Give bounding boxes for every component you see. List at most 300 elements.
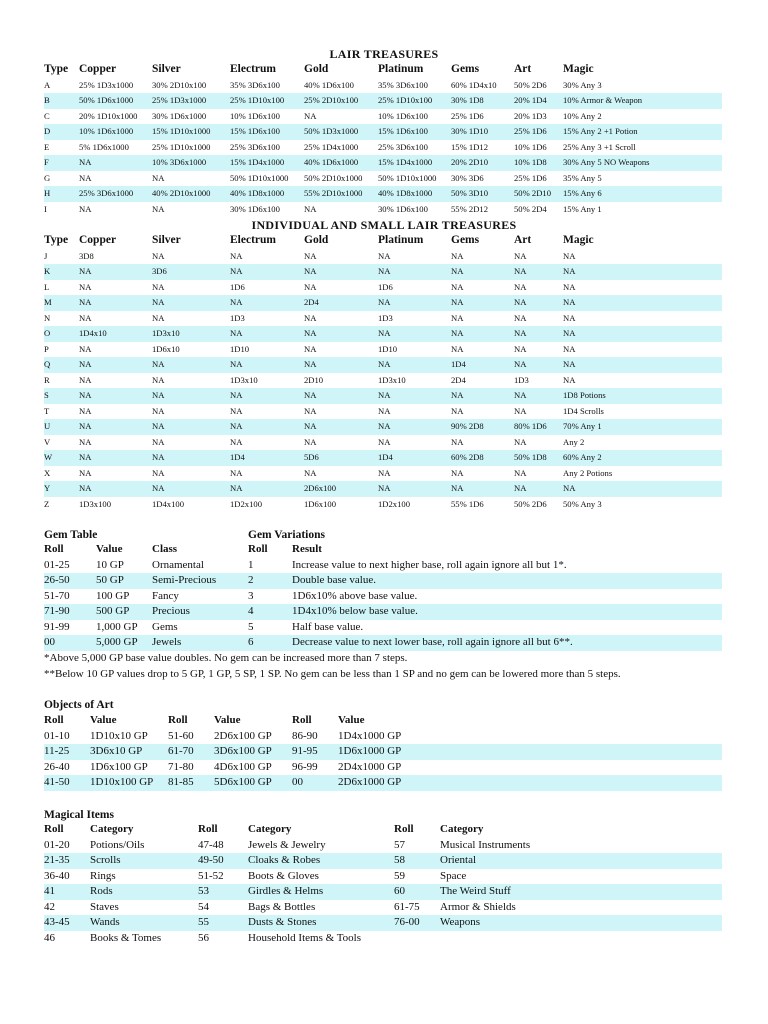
- table-cell: NA: [304, 421, 317, 431]
- table-cell: 60% Any 2: [563, 452, 602, 462]
- table-row: [44, 186, 722, 202]
- column-header: Art: [514, 234, 532, 246]
- table-cell: NA: [514, 359, 527, 369]
- table-cell: O: [44, 328, 51, 338]
- table-row: [44, 604, 722, 620]
- table-cell: NA: [230, 359, 243, 369]
- table-cell: 25% 1D4x1000: [304, 141, 359, 152]
- table-cell: NA: [451, 297, 464, 307]
- table-row: [44, 775, 722, 791]
- table-cell: 25% 3D6x1000: [79, 188, 134, 198]
- column-header: Gems: [451, 63, 480, 75]
- table-cell: 2D10: [304, 374, 324, 385]
- table-cell: NA: [378, 250, 391, 261]
- table-cell: 3: [248, 589, 254, 602]
- table-row: [44, 853, 722, 869]
- table-cell: NA: [304, 390, 317, 400]
- table-cell: NA: [563, 250, 576, 261]
- table-cell: Ornamental: [152, 558, 204, 571]
- table-cell: NA: [563, 312, 576, 323]
- table-cell: 2: [248, 574, 254, 586]
- column-header: Category: [90, 823, 134, 835]
- table-cell: G: [44, 172, 51, 183]
- gem-note-below: **Below 10 GP values drop to 5 GP, 1 GP, 5 SP, 1 SP. No gem can be less than 1 SP and no gem can be lowered more than 5 steps.: [44, 668, 621, 680]
- table-cell: 70% Any 1: [563, 421, 602, 431]
- table-cell: Boots & Gloves: [248, 869, 319, 882]
- table-cell: Potions/Oils: [90, 838, 145, 851]
- table-cell: 21-35: [44, 854, 70, 866]
- table-cell: 1D3x10: [378, 374, 406, 385]
- table-cell: 10% 1D6x1000: [79, 126, 134, 136]
- table-cell: 91-95: [292, 745, 318, 757]
- table-cell: NA: [304, 250, 317, 261]
- table-cell: 40% 1D8x1000: [378, 188, 433, 198]
- table-cell: Any 2 Potions: [563, 467, 613, 478]
- column-header: Value: [90, 714, 117, 726]
- table-cell: NA: [230, 421, 243, 431]
- table-cell: 25% 1D3x1000: [79, 79, 134, 90]
- table-cell: NA: [304, 281, 317, 292]
- table-cell: NA: [152, 359, 165, 369]
- table-cell: 55% 1D6: [451, 498, 484, 509]
- column-header: Category: [248, 823, 292, 835]
- table-cell: NA: [304, 343, 317, 354]
- table-row: [44, 915, 722, 931]
- column-header: Type: [44, 63, 69, 75]
- table-cell: 71-80: [168, 760, 194, 773]
- table-cell: 20% 1D4: [514, 95, 547, 105]
- table-cell: NA: [514, 297, 527, 307]
- table-row: [44, 497, 722, 513]
- table-row: [44, 311, 722, 327]
- table-cell: NA: [514, 328, 527, 338]
- table-cell: NA: [451, 343, 464, 354]
- table-cell: H: [44, 188, 51, 198]
- table-cell: NA: [378, 467, 391, 478]
- table-cell: 30% 1D6x100: [230, 203, 280, 214]
- table-cell: NA: [304, 110, 317, 121]
- table-cell: NA: [304, 312, 317, 323]
- column-header: Magic: [563, 63, 594, 75]
- table-cell: 1D10x100 GP: [90, 776, 154, 788]
- table-cell: 50% 2D6: [514, 79, 547, 90]
- table-cell: 42: [44, 900, 55, 913]
- table-cell: 30% Any 5 NO Weapons: [563, 157, 650, 167]
- table-cell: Gems: [152, 620, 178, 633]
- table-cell: 51-52: [198, 869, 224, 882]
- table-cell: 1D6x10% above base value.: [292, 589, 418, 602]
- table-cell: J: [44, 250, 48, 261]
- table-cell: 2D6x100: [304, 483, 336, 493]
- column-header: Type: [44, 234, 69, 246]
- table-row: [44, 450, 722, 466]
- table-cell: NA: [230, 436, 243, 447]
- column-header: Roll: [44, 714, 64, 726]
- table-cell: NA: [514, 467, 527, 478]
- table-cell: 100 GP: [96, 589, 130, 602]
- table-cell: NA: [563, 483, 576, 493]
- table-cell: NA: [378, 405, 391, 416]
- column-header: Copper: [79, 63, 117, 75]
- table-cell: 15% 1D6x100: [378, 126, 428, 136]
- table-cell: NA: [304, 203, 317, 214]
- table-row: [44, 124, 722, 140]
- column-header: Roll: [292, 714, 312, 726]
- table-cell: 25% 1D10x100: [230, 95, 285, 105]
- table-cell: NA: [152, 483, 165, 493]
- table-cell: 3D6x100 GP: [214, 745, 272, 757]
- table-cell: Space: [440, 869, 467, 882]
- table-cell: Semi-Precious: [152, 574, 217, 586]
- gem-table-title: Gem Table: [44, 529, 98, 541]
- table-cell: B: [44, 95, 50, 105]
- table-cell: NA: [378, 421, 391, 431]
- table-cell: 15% Any 6: [563, 188, 602, 198]
- table-cell: NA: [378, 266, 391, 276]
- table-row: [44, 404, 722, 420]
- table-cell: Oriental: [440, 854, 477, 866]
- column-header: Class: [152, 543, 178, 555]
- column-header: Result: [292, 543, 322, 555]
- table-cell: NA: [152, 405, 165, 416]
- table-cell: 50% 2D10x1000: [304, 172, 363, 183]
- header-row: [44, 713, 722, 729]
- table-cell: NA: [378, 483, 391, 493]
- column-header: Silver: [152, 234, 181, 246]
- table-cell: T: [44, 405, 50, 416]
- column-header: Roll: [394, 823, 414, 835]
- table-row: [44, 838, 722, 854]
- table-row: [44, 280, 722, 296]
- table-cell: NA: [79, 343, 92, 354]
- table-cell: 25% 1D10x1000: [152, 141, 211, 152]
- table-cell: NA: [230, 390, 243, 400]
- table-cell: Increase value to next higher base, roll again ignore all but 1*.: [292, 558, 567, 571]
- table-cell: NA: [514, 250, 527, 261]
- table-cell: NA: [152, 297, 165, 307]
- table-cell: NA: [79, 452, 92, 462]
- table-cell: 30% Any 3: [563, 79, 602, 90]
- table-cell: NA: [304, 328, 317, 338]
- table-cell: NA: [451, 266, 464, 276]
- table-cell: NA: [304, 359, 317, 369]
- table-cell: 1D4: [451, 359, 466, 369]
- lair-treasures-table: [44, 62, 722, 217]
- table-cell: 500 GP: [96, 605, 130, 617]
- table-cell: NA: [79, 436, 92, 447]
- table-cell: L: [44, 281, 50, 292]
- table-cell: 30% 1D8: [451, 95, 484, 105]
- table-cell: 59: [394, 869, 405, 882]
- table-cell: NA: [79, 390, 92, 400]
- table-cell: V: [44, 436, 51, 447]
- table-cell: 50% 3D10: [451, 188, 488, 198]
- table-row: [44, 140, 722, 156]
- column-header: Value: [338, 714, 365, 726]
- table-cell: 1D4: [378, 452, 393, 462]
- table-cell: 57: [394, 838, 405, 851]
- table-cell: NA: [79, 266, 92, 276]
- table-cell: 49-50: [198, 854, 224, 866]
- table-cell: NA: [79, 172, 92, 183]
- table-cell: NA: [79, 483, 92, 493]
- table-row: [44, 900, 722, 916]
- table-cell: 26-50: [44, 574, 70, 586]
- table-cell: P: [44, 343, 49, 354]
- table-cell: NA: [152, 312, 165, 323]
- table-cell: 1D6: [378, 281, 393, 292]
- table-cell: NA: [563, 374, 576, 385]
- column-header: Silver: [152, 63, 181, 75]
- table-cell: 81-85: [168, 776, 194, 788]
- table-cell: 1D3: [378, 312, 393, 323]
- table-cell: NA: [230, 405, 243, 416]
- table-cell: 1D10: [378, 343, 398, 354]
- table-cell: M: [44, 297, 52, 307]
- table-row: [44, 481, 722, 497]
- individual-treasures-title: INDIVIDUAL AND SMALL LAIR TREASURES: [251, 218, 517, 232]
- table-cell: F: [44, 157, 49, 167]
- table-cell: 10% 1D8: [514, 157, 547, 167]
- column-header: Copper: [79, 234, 117, 246]
- column-header: Electrum: [230, 234, 276, 246]
- table-cell: NA: [514, 483, 527, 493]
- table-row: [44, 635, 722, 651]
- table-cell: 10% 1D6x100: [378, 110, 428, 121]
- table-row: [44, 419, 722, 435]
- table-row: [44, 744, 722, 760]
- table-cell: 50% Any 3: [563, 498, 602, 509]
- table-cell: 1D3: [514, 374, 529, 385]
- table-cell: U: [44, 421, 51, 431]
- table-cell: NA: [79, 374, 92, 385]
- table-cell: NA: [152, 452, 165, 462]
- table-cell: NA: [304, 467, 317, 478]
- table-cell: 00: [292, 776, 303, 788]
- table-row: [44, 620, 722, 636]
- table-cell: 55% 2D12: [451, 203, 488, 214]
- table-cell: NA: [451, 436, 464, 447]
- table-cell: Jewels: [152, 636, 182, 648]
- table-cell: NA: [230, 467, 243, 478]
- table-cell: 40% 1D6x1000: [304, 157, 359, 167]
- table-cell: 50% 1D10x1000: [378, 172, 437, 183]
- table-cell: 1D3x10: [230, 374, 258, 385]
- table-row: [44, 78, 722, 94]
- table-cell: 3D6: [152, 266, 167, 276]
- table-cell: N: [44, 312, 51, 323]
- table-cell: Scrolls: [90, 854, 121, 866]
- table-cell: Rings: [90, 869, 116, 882]
- table-cell: NA: [451, 390, 464, 400]
- table-cell: Fancy: [152, 589, 179, 602]
- table-cell: 2D4: [451, 374, 466, 385]
- table-cell: Double base value.: [292, 574, 376, 586]
- table-cell: Jewels & Jewelry: [248, 838, 326, 851]
- table-cell: 20% 2D10: [451, 157, 488, 167]
- table-cell: NA: [514, 312, 527, 323]
- individual-treasures-table: [44, 233, 722, 512]
- table-cell: S: [44, 390, 49, 400]
- table-cell: NA: [563, 359, 576, 369]
- table-cell: E: [44, 141, 50, 152]
- table-row: [44, 388, 722, 404]
- table-cell: NA: [563, 266, 576, 276]
- table-cell: 51-70: [44, 589, 70, 602]
- column-header: Value: [96, 543, 123, 555]
- table-cell: 6: [248, 636, 254, 648]
- table-cell: 11-25: [44, 745, 70, 757]
- table-cell: 4D6x100 GP: [214, 760, 272, 773]
- table-cell: W: [44, 452, 53, 462]
- table-cell: NA: [514, 266, 527, 276]
- table-cell: 1D6x100: [304, 498, 336, 509]
- table-row: [44, 760, 722, 776]
- table-cell: 90% 2D8: [451, 421, 484, 431]
- table-cell: 1D8 Potions: [563, 390, 606, 400]
- table-cell: NA: [304, 436, 317, 447]
- table-cell: 5: [248, 620, 254, 633]
- table-cell: 55: [198, 916, 209, 928]
- table-cell: The Weird Stuff: [440, 885, 511, 897]
- table-cell: 5D6x100 GP: [214, 776, 272, 788]
- table-cell: NA: [514, 436, 527, 447]
- table-row: [44, 295, 722, 311]
- table-cell: Z: [44, 498, 50, 509]
- table-cell: 5D6: [304, 452, 319, 462]
- table-cell: NA: [152, 436, 165, 447]
- table-cell: 1D4x100: [152, 498, 184, 509]
- table-cell: 25% 1D10x100: [378, 95, 433, 105]
- table-cell: K: [44, 266, 51, 276]
- table-row: [44, 729, 722, 745]
- table-cell: I: [44, 203, 47, 214]
- table-cell: 50% 2D4: [514, 203, 547, 214]
- gem-table: [44, 542, 722, 651]
- table-cell: NA: [152, 421, 165, 431]
- table-cell: 50% 2D6: [514, 498, 547, 509]
- table-cell: Half base value.: [292, 620, 364, 633]
- table-cell: NA: [79, 405, 92, 416]
- table-cell: NA: [514, 281, 527, 292]
- table-cell: NA: [378, 328, 391, 338]
- table-cell: 01-10: [44, 729, 70, 742]
- table-cell: 71-90: [44, 605, 70, 617]
- table-cell: 10% 3D6x1000: [152, 157, 207, 167]
- table-cell: 50% 1D10x1000: [230, 172, 289, 183]
- table-cell: Books & Tomes: [90, 931, 162, 944]
- table-row: [44, 342, 722, 358]
- column-header: Roll: [198, 823, 218, 835]
- table-cell: Musical Instruments: [440, 838, 531, 851]
- table-cell: NA: [152, 250, 165, 261]
- table-row: [44, 109, 722, 125]
- table-cell: NA: [79, 281, 92, 292]
- table-row: [44, 931, 722, 947]
- table-cell: Bags & Bottles: [248, 900, 316, 913]
- table-cell: 15% 1D10x1000: [152, 126, 211, 136]
- table-cell: NA: [378, 390, 391, 400]
- table-cell: NA: [304, 266, 317, 276]
- table-cell: D: [44, 126, 51, 136]
- table-cell: NA: [451, 467, 464, 478]
- table-cell: 15% 1D6x100: [230, 126, 280, 136]
- column-header: Roll: [168, 714, 188, 726]
- table-cell: NA: [514, 343, 527, 354]
- table-cell: 53: [198, 885, 209, 897]
- table-cell: 60% 1D4x10: [451, 79, 497, 90]
- table-cell: 91-99: [44, 620, 70, 633]
- table-cell: 50% 2D10: [514, 188, 551, 198]
- table-cell: Weapons: [440, 916, 481, 928]
- table-row: [44, 558, 722, 574]
- table-cell: 25% 3D6x100: [378, 141, 428, 152]
- table-cell: 3D8: [79, 250, 94, 261]
- gem-variations-title: Gem Variations: [248, 529, 325, 541]
- table-cell: 10 GP: [96, 558, 124, 571]
- table-cell: Precious: [152, 605, 190, 617]
- column-header: Roll: [44, 543, 64, 555]
- table-cell: NA: [79, 312, 92, 323]
- table-cell: 41-50: [44, 776, 70, 788]
- table-row: [44, 589, 722, 605]
- table-cell: 61-70: [168, 745, 194, 757]
- table-cell: NA: [451, 281, 464, 292]
- table-cell: NA: [79, 421, 92, 431]
- table-row: [44, 884, 722, 900]
- table-cell: 4: [248, 605, 254, 617]
- column-header: Gold: [304, 234, 329, 246]
- table-cell: 96-99: [292, 760, 318, 773]
- table-cell: 47-48: [198, 838, 224, 851]
- table-cell: 50% 1D8: [514, 452, 547, 462]
- table-cell: NA: [563, 343, 576, 354]
- table-cell: 2D6x100 GP: [214, 729, 272, 742]
- table-cell: 1D6x1000 GP: [338, 745, 402, 757]
- table-cell: 30% 1D6x100: [378, 203, 428, 214]
- table-cell: 2D4: [304, 297, 319, 307]
- column-header: Magic: [563, 234, 594, 246]
- table-cell: 1D2x100: [378, 498, 410, 509]
- column-header: Gems: [451, 234, 480, 246]
- table-cell: 60% 2D8: [451, 452, 484, 462]
- column-header: Art: [514, 63, 532, 75]
- table-cell: NA: [451, 328, 464, 338]
- art-table-title: Objects of Art: [44, 699, 114, 711]
- table-cell: 00: [44, 636, 55, 648]
- table-cell: 01-20: [44, 838, 70, 851]
- table-cell: 46: [44, 931, 55, 944]
- table-cell: NA: [378, 359, 391, 369]
- table-cell: 30% 3D6: [451, 172, 484, 183]
- table-cell: 1D10x10 GP: [90, 729, 148, 742]
- table-cell: 25% Any 3 +1 Scroll: [563, 141, 636, 152]
- table-cell: 30% 2D10x100: [152, 79, 207, 90]
- table-cell: 43-45: [44, 916, 70, 928]
- table-cell: NA: [79, 203, 92, 214]
- table-cell: 86-90: [292, 729, 318, 742]
- table-cell: NA: [230, 250, 243, 261]
- table-cell: 1D6: [230, 281, 245, 292]
- table-cell: 36-40: [44, 869, 70, 882]
- table-cell: X: [44, 467, 51, 478]
- table-row: [44, 93, 722, 109]
- table-cell: 30% 1D6x1000: [152, 110, 207, 121]
- table-cell: 15% Any 2 +1 Potion: [563, 126, 638, 136]
- table-cell: 50% 1D3x1000: [304, 126, 359, 136]
- table-cell: Decrease value to next lower base, roll again ignore all but 6**.: [292, 636, 573, 648]
- table-cell: Cloaks & Robes: [248, 854, 321, 866]
